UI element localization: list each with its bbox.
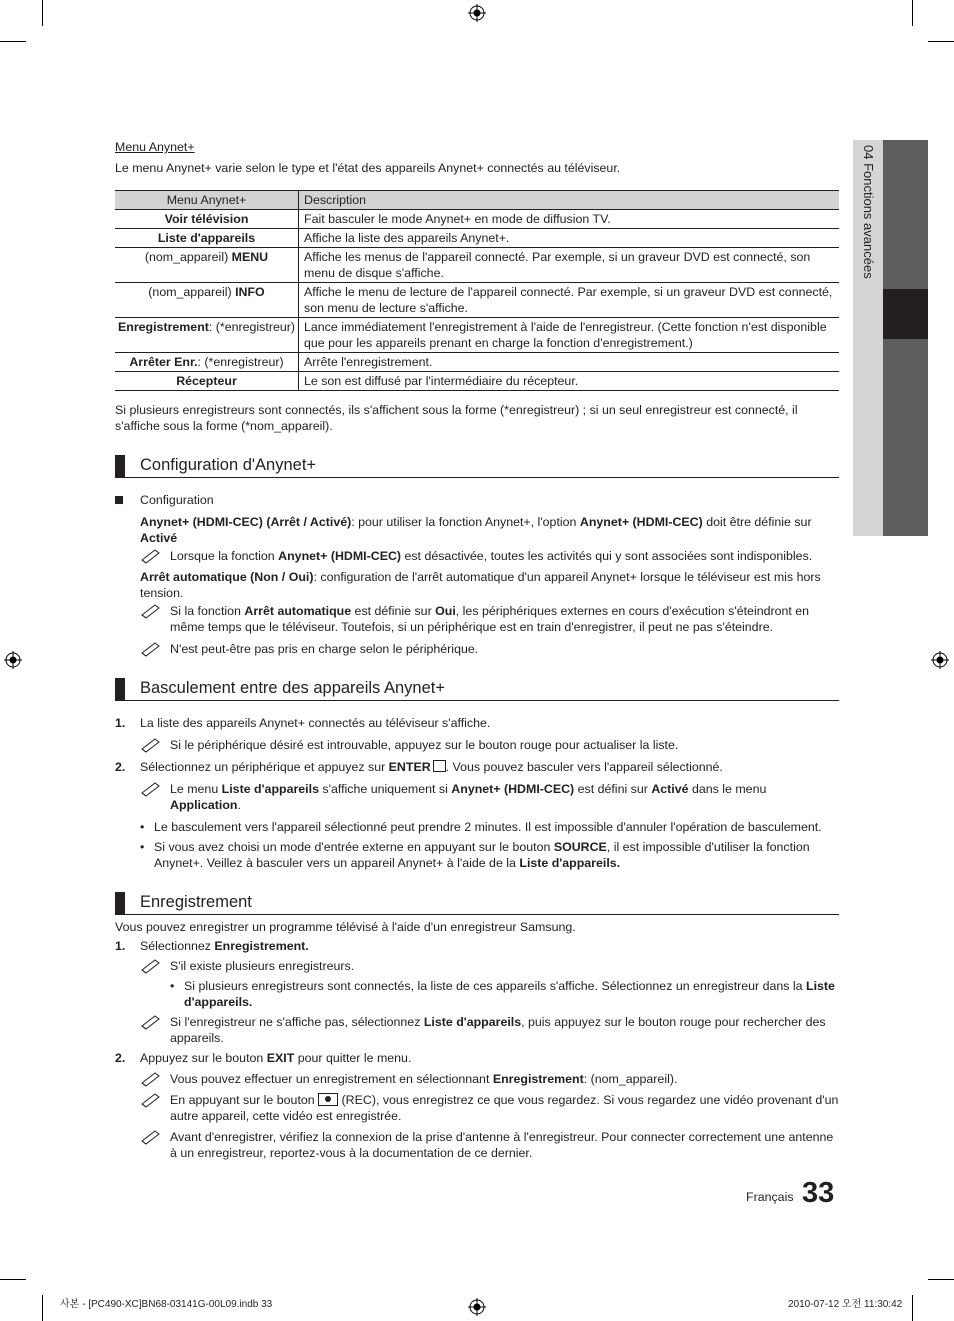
enter-key-icon <box>433 760 446 772</box>
print-slug-right: 2010-07-12 오전 11:30:42 <box>788 1299 903 1310</box>
menu-cell: Enregistrement: (*enregistreur) <box>115 318 299 353</box>
pencil-note-icon <box>140 548 162 564</box>
page-number: 33 <box>802 1177 835 1209</box>
description-cell: Affiche la liste des appareils Anynet+. <box>299 229 840 248</box>
description-cell: Lance immédiatement l'enregistrement à l'aide de l'enregistreur. (Cette fonction n'est disponible que pour les appareils prenant en charge la fonction d'enregistrement.) <box>299 318 840 353</box>
section-bar <box>115 678 125 700</box>
page-content <box>115 139 839 1161</box>
crop-mark <box>42 0 43 26</box>
registration-mark-icon <box>4 651 22 669</box>
registration-mark-icon <box>468 4 486 22</box>
note: Le menu Liste d'appareils s'affiche uniquement si Anynet+ (HDMI-CEC) est défini sur Activé dans le menu Application. <box>140 781 839 813</box>
note: N'est peut-être pas pris en charge selon le périphérique. <box>140 641 839 657</box>
pencil-note-icon <box>140 603 162 619</box>
crop-mark <box>928 41 954 42</box>
bullet-item: • Le basculement vers l'appareil sélectionné peut prendre 2 minutes. Il est impossible d'annuler l'opération de basculement. <box>140 820 822 834</box>
pencil-note-icon <box>140 958 162 974</box>
table-row <box>115 318 839 353</box>
pencil-note-icon <box>140 781 162 797</box>
footer-language: Français <box>746 1190 794 1204</box>
note: Si la fonction Arrêt automatique est définie sur Oui, les périphériques externes en cours d'exécution s'éteindront en même temps que le téléviseur. Toutefois, si un périphérique est en train d'enregistrer, il peut ne pas s'éteindre. <box>140 603 839 635</box>
side-tab-marker <box>883 289 928 339</box>
section-title-switch: Basculement entre des appareils Anynet+ <box>115 678 839 701</box>
table-row <box>115 210 839 229</box>
recording-intro: Vous pouvez enregistrer un programme télévisé à l'aide d'un enregistreur Samsung. <box>115 920 576 934</box>
anynet-menu-table <box>115 190 839 391</box>
crop-mark <box>42 1295 43 1321</box>
table-row <box>115 372 839 391</box>
config-body <box>115 514 839 657</box>
table-row <box>115 229 839 248</box>
menu-cell: Récepteur <box>115 372 299 391</box>
note: S'il existe plusieurs enregistreurs. <box>140 958 839 974</box>
pencil-note-icon <box>140 1071 162 1087</box>
menu-intro: Le menu Anynet+ varie selon le type et l'état des appareils Anynet+ connectés au téléviseur. <box>115 161 621 175</box>
rec-button-icon <box>318 1093 338 1106</box>
note: En appuyant sur le bouton (REC), vous enregistrez ce que vous regardez. Si vous regardez une vidéo provenant d'un autre appareil, cette vidéo est enregistrée. <box>140 1092 839 1124</box>
menu-cell: (nom_appareil) INFO <box>115 283 299 318</box>
table-row <box>115 283 839 318</box>
description-cell: Arrête l'enregistrement. <box>299 353 840 372</box>
bullet-item: • Si vous avez choisi un mode d'entrée externe en appuyant sur le bouton SOURCE, il est impossible d'utiliser la fonction Anynet+. Veillez à basculer vers un appareil Anynet+ à l'aide de la Liste d'appareils. <box>140 840 810 870</box>
menu-cell: Liste d'appareils <box>115 229 299 248</box>
pencil-note-icon <box>140 1014 162 1030</box>
menu-heading: Menu Anynet+ <box>115 140 195 154</box>
description-cell: Affiche les menus de l'appareil connecté. Par exemple, si un graveur DVD est connecté, son menu de disque s'affiche. <box>299 248 840 283</box>
step-2: 2. Appuyez sur le bouton EXIT pour quitter le menu. <box>115 1051 412 1065</box>
chapter-label: 04 Fonctions avancées <box>861 145 876 279</box>
table-row <box>115 248 839 283</box>
crop-mark <box>912 1295 913 1321</box>
step-1: 1. La liste des appareils Anynet+ connectés au téléviseur s'affiche. <box>115 716 491 730</box>
note: Si le périphérique désiré est introuvable, appuyez sur le bouton rouge pour actualiser la liste. <box>140 737 839 753</box>
col-header-menu: Menu Anynet+ <box>115 191 299 210</box>
description-cell: Le son est diffusé par l'intermédiaire du récepteur. <box>299 372 840 391</box>
step-2: 2. Sélectionnez un périphérique et appuyez sur ENTER . Vous pouvez basculer vers l'appareil sélectionné. <box>115 760 723 774</box>
table-row <box>115 353 839 372</box>
pencil-note-icon <box>140 737 162 753</box>
description-cell: Fait basculer le mode Anynet+ en mode de diffusion TV. <box>299 210 840 229</box>
registration-mark-icon <box>468 1298 486 1316</box>
bullet-item: • Si plusieurs enregistreurs sont connectés, la liste de ces appareils s'affiche. Sélectionnez un enregistreur dans la Liste d'appareils. <box>170 979 835 1009</box>
pencil-note-icon <box>140 1129 162 1145</box>
pencil-note-icon <box>140 641 162 657</box>
step-1: 1. Sélectionnez Enregistrement. <box>115 939 309 953</box>
auto-off-text: Arrêt automatique (Non / Oui): configuration de l'arrêt automatique d'un appareil Anynet+ lorsque le téléviseur est mis hors tension. <box>140 570 821 600</box>
menu-cell: (nom_appareil) MENU <box>115 248 299 283</box>
crop-mark <box>928 1279 954 1280</box>
crop-mark <box>912 0 913 26</box>
note: Si l'enregistreur ne s'affiche pas, sélectionnez Liste d'appareils, puis appuyez sur le bouton rouge pour rechercher des appareils. <box>140 1014 839 1046</box>
crop-mark <box>0 1279 26 1280</box>
square-bullet-icon <box>115 496 123 504</box>
section-bar <box>115 455 125 477</box>
config-item: Configuration <box>115 492 839 508</box>
after-table-text: Si plusieurs enregistreurs sont connectés, ils s'affichent sous la forme (*enregistreur) ; si un seul enregistreur est connecté, il s'affiche sous la forme (*nom_appareil). <box>115 403 798 433</box>
section-bar <box>115 892 125 914</box>
description-cell: Affiche le menu de lecture de l'appareil connecté. Par exemple, si un graveur DVD est connecté, son menu de lecture s'affiche. <box>299 283 840 318</box>
print-slug-left: 사본 - [PC490-XC]BN68-03141G-00L09.indb 33 <box>60 1299 273 1310</box>
section-title-configuration: Configuration d'Anynet+ <box>115 455 839 478</box>
menu-cell: Voir télévision <box>115 210 299 229</box>
section-title-recording: Enregistrement <box>115 892 839 915</box>
col-header-description: Description <box>299 191 840 210</box>
crop-mark <box>0 41 26 42</box>
menu-cell: Arrêter Enr.: (*enregistreur) <box>115 353 299 372</box>
registration-mark-icon <box>931 651 949 669</box>
table-header-row <box>115 191 839 210</box>
note: Avant d'enregistrer, vérifiez la connexion de la prise d'antenne à l'enregistreur. Pour connecter correctement une antenne à un enregistreur, reportez-vous à la documentation de ce dernier. <box>140 1129 839 1161</box>
note: Vous pouvez effectuer un enregistrement en sélectionnant Enregistrement: (nom_appareil). <box>140 1071 839 1087</box>
note: Lorsque la fonction Anynet+ (HDMI-CEC) est désactivée, toutes les activités qui y sont associées sont indisponibles. <box>140 548 839 564</box>
pencil-note-icon <box>140 1092 162 1108</box>
anynet-option-text: Anynet+ (HDMI-CEC) (Arrêt / Activé): pour utiliser la fonction Anynet+, l'option Anynet+ (HDMI-CEC) doit être définie sur Activé <box>140 515 812 545</box>
